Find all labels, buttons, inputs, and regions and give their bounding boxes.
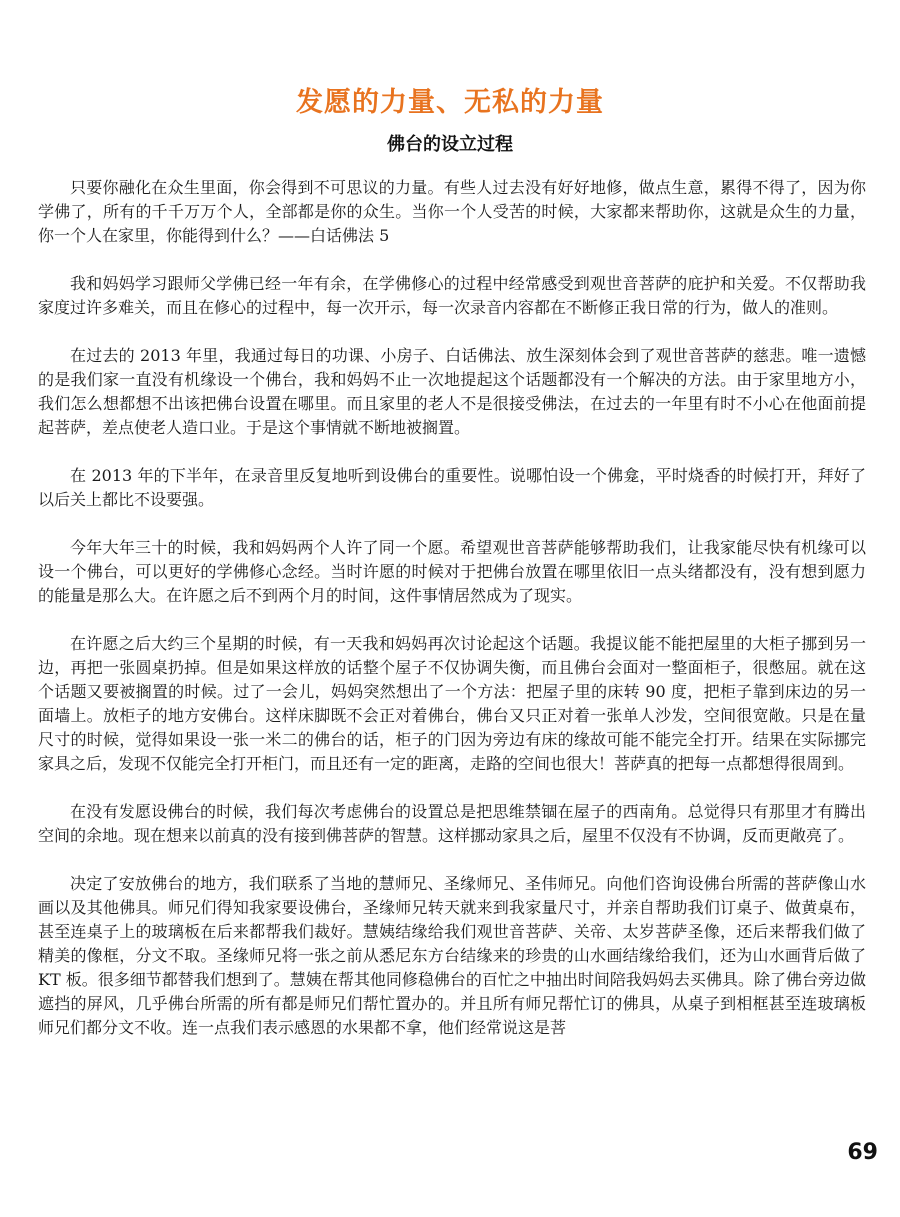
- paragraph: 我和妈妈学习跟师父学佛已经一年有余，在学佛修心的过程中经常感受到观世音菩萨的庇护和关爱。不仅帮助我家度过许多难关，而且在修心的过程中，每一次开示，每一次录音内容都在不断修正我日常的行为，做人的准则。: [38, 274, 866, 317]
- page-title: 发愿的力量、无私的力量: [296, 87, 604, 118]
- paragraph: 只要你融化在众生里面，你会得到不可思议的力量。有些人过去没有好好地修，做点生意，累得不得了，因为你学佛了，所有的千千万万个人，全部都是你的众生。当你一个人受苦的时候，大家都来帮助你，这就是众生的力量，你一个人在家里，你能得到什么？——白话佛法 5: [38, 178, 866, 245]
- paragraph: 在许愿之后大约三个星期的时候，有一天我和妈妈再次讨论起这个话题。我提议能不能把屋里的大柜子挪到另一边，再把一张圆桌扔掉。但是如果这样放的话整个屋子不仅协调失衡，而且佛台会面对一整面柜子，很憋屈。就在这个话题又要被搁置的时候。过了一会儿，妈妈突然想出了一个方法：把屋子里的床转 90 度，把柜子靠到床边的另一面墙上。放柜子的地方安佛台。这样床脚既不会正对着佛台，佛台又只正对着一张单人沙发，空间很宽敞。只是在量尺寸的时候，觉得如果设一张一米二的佛台的话，柜子的门因为旁边有床的缘故可能不能完全打开。结果在实际挪完家具之后，发现不仅能完全打开柜门，而且还有一定的距离，走路的空间也很大！菩萨真的把每一点都想得很周到。: [38, 634, 866, 773]
- paragraph: 今年大年三十的时候，我和妈妈两个人许了同一个愿。希望观世音菩萨能够帮助我们，让我家能尽快有机缘可以设一个佛台，可以更好的学佛修心念经。当时许愿的时候对于把佛台放置在哪里依旧一点头绪都没有，没有想到愿力的能量是那么大。在许愿之后不到两个月的时间，这件事情居然成为了现实。: [38, 538, 866, 605]
- paragraph: 决定了安放佛台的地方，我们联系了当地的慧师兄、圣缘师兄、圣伟师兄。向他们咨询设佛台所需的菩萨像山水画以及其他佛具。师兄们得知我家要设佛台，圣缘师兄转天就来到我家量尺寸，并亲自帮助我们订桌子、做黄桌布，甚至连桌子上的玻璃板在后来都帮我们裁好。慧姨结缘给我们观世音菩萨、关帝、太岁菩萨圣像，还后来帮我们做了精美的像框，分文不取。圣缘师兄将一张之前从悉尼东方台结缘来的珍贵的山水画结缘给我们，还为山水画背后做了 KT 板。很多细节都替我们想到了。慧姨在帮其他同修稳佛台的百忙之中抽出时间陪我妈妈去买佛具。除了佛台旁边做遮挡的屏风，几乎佛台所需的所有都是师兄们帮忙置办的。并且所有师兄帮忙订的佛具，从桌子到相框甚至连玻璃板师兄们都分文不收。连一点我们表示感恩的水果都不拿，他们经常说这是菩: [38, 874, 866, 1037]
- paragraph: 在过去的 2013 年里，我通过每日的功课、小房子、白话佛法、放生深刻体会到了观世音菩萨的慈悲。唯一遗憾的是我们家一直没有机缘设一个佛台，我和妈妈不止一次地提起这个话题都没有一个解决的方法。由于家里地方小，我们怎么想都想不出该把佛台设置在哪里。而且家里的老人不是很接受佛法，在过去的一年里有时不小心在他面前提起菩萨，差点使老人造口业。于是这个事情就不断地被搁置。: [38, 346, 866, 437]
- page-number: 69: [847, 1140, 878, 1165]
- section-subtitle: 佛台的设立过程: [387, 134, 513, 155]
- article-body: [38, 176, 866, 1064]
- paragraph: 在没有发愿设佛台的时候，我们每次考虑佛台的设置总是把思维禁锢在屋子的西南角。总觉得只有那里才有腾出空间的余地。现在想来以前真的没有接到佛菩萨的智慧。这样挪动家具之后，屋里不仅没有不协调，反而更敞亮了。: [38, 802, 866, 845]
- paragraph: 在 2013 年的下半年，在录音里反复地听到设佛台的重要性。说哪怕设一个佛龛，平时烧香的时候打开，拜好了以后关上都比不设要强。: [38, 466, 866, 509]
